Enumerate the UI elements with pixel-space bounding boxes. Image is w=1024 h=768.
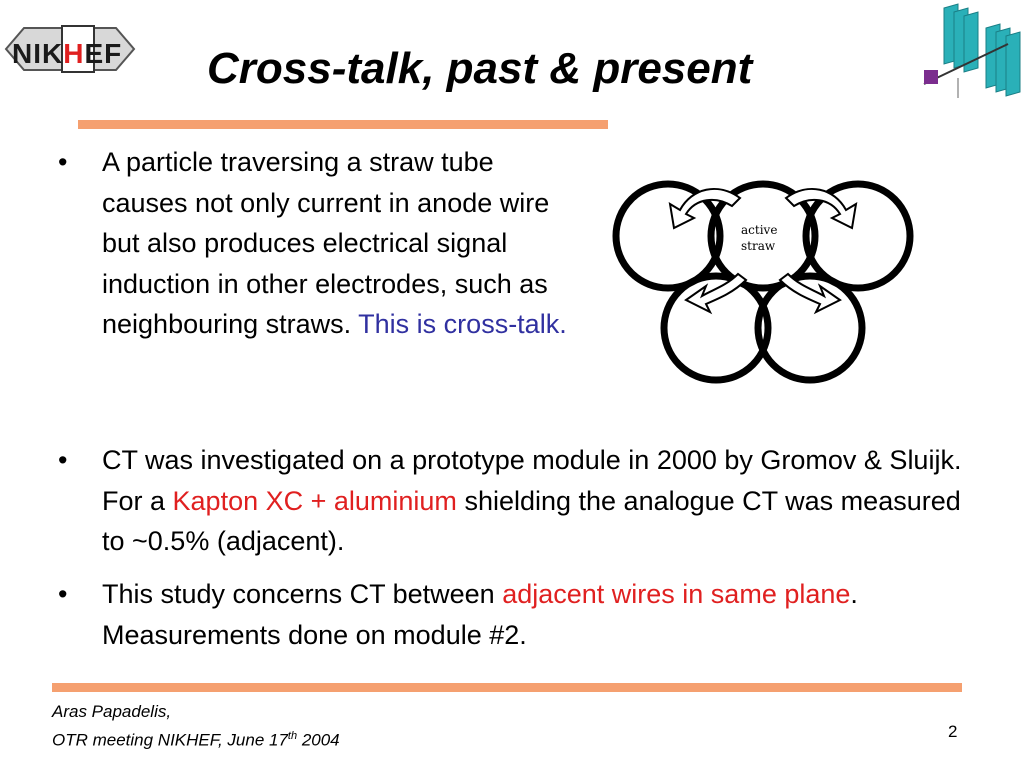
- footer-meeting: OTR meeting NIKHEF, June 17th 2004: [52, 730, 340, 750]
- highlight-red: adjacent wires in same plane: [502, 579, 851, 609]
- bullet-dot: •: [58, 445, 68, 475]
- active-straw-label: straw: [741, 239, 776, 253]
- bullet-text: This study concerns CT between adjacent wires in same plane. Measurements done on module #2.: [102, 579, 858, 650]
- title-underline: [78, 120, 608, 129]
- straw-crosstalk-diagram: [600, 176, 930, 386]
- highlight-blue: This is cross-talk.: [358, 309, 567, 339]
- crosstalk-arrow: [670, 189, 740, 228]
- footer-author: Aras Papadelis,: [52, 702, 172, 721]
- crosstalk-arrow: [786, 189, 856, 228]
- bullet-dot: •: [58, 579, 68, 609]
- bullet-text: CT was investigated on a prototype module in 2000 by Gromov & Sluijk. For a Kapton XC + aluminium shielding the analogue CT was measured to ~0.5% (adjacent).: [102, 445, 962, 556]
- detector-icon: [918, 2, 1022, 102]
- highlight-red: Kapton XC + aluminium: [172, 485, 457, 516]
- footer: [52, 700, 340, 753]
- bullet-dot: •: [58, 147, 68, 177]
- page-number: 2: [948, 722, 958, 741]
- page-title: Cross-talk, past & present: [207, 44, 753, 93]
- nikhef-logo: [4, 18, 136, 80]
- logo-text: NIKHEF: [12, 38, 123, 69]
- bullet-text: A particle traversing a straw tube causes not only current in anode wire but also produces electrical signal induction in other electrodes, such as neighbouring straws. This is cross-talk.: [102, 147, 567, 339]
- active-straw-label: active: [741, 223, 778, 237]
- footer-rule: [52, 683, 962, 692]
